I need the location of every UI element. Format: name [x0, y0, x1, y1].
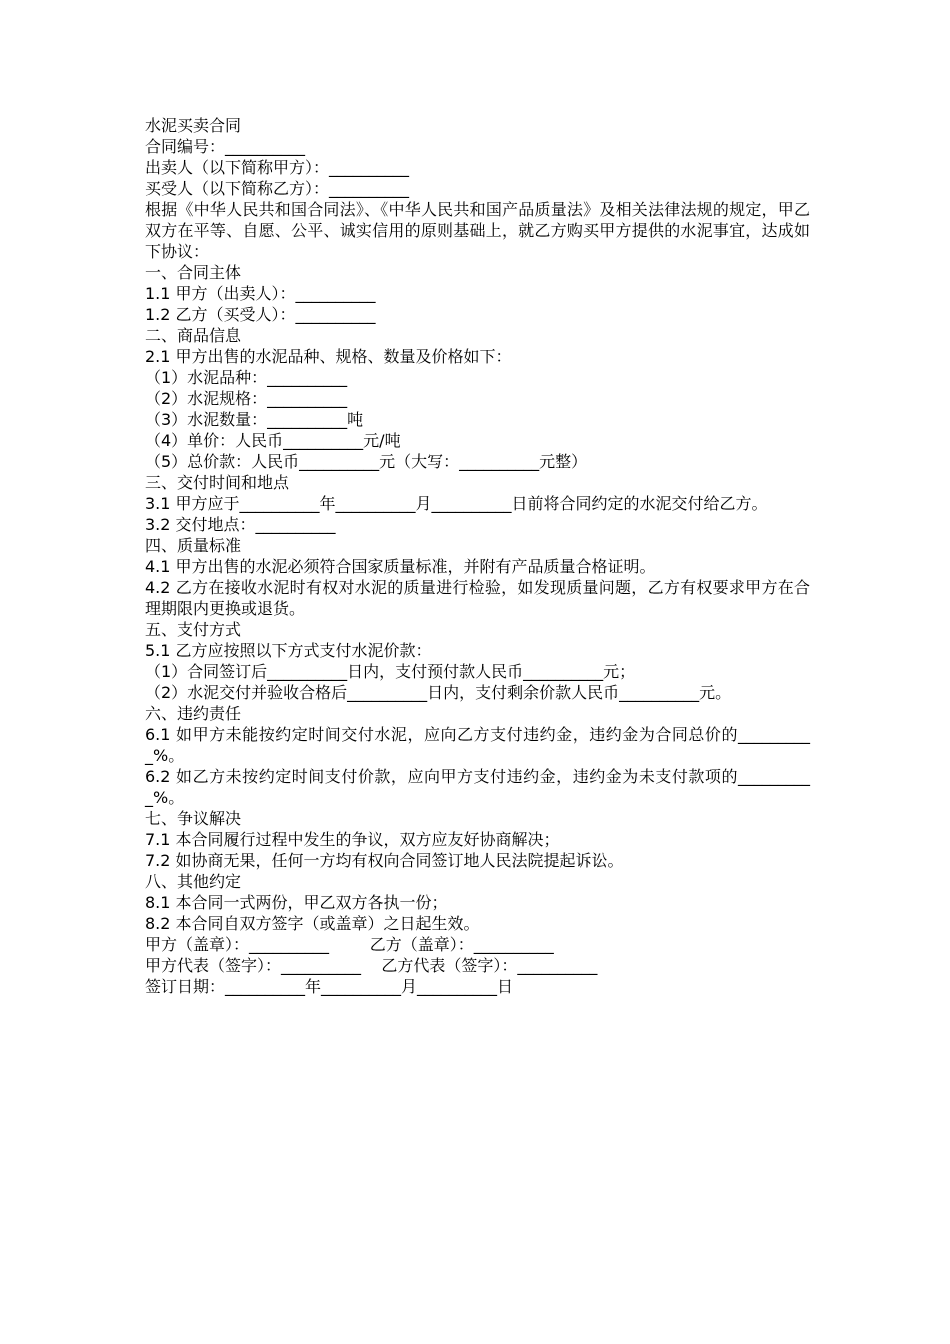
section-line: （2）水泥交付并验收合格后__________日内，支付剩余价款人民币__________元。 [145, 683, 732, 702]
contract-document [145, 115, 810, 997]
preamble-paragraph: 根据《中华人民共和国合同法》、《中华人民共和国产品质量法》及相关法律法规的规定，甲乙双方在平等、自愿、公平、诚实信用的原则基础上，就乙方购买甲方提供的水泥事宜，达成如下协议： [145, 200, 810, 261]
section-line: 1.1 甲方（出卖人）：__________ [145, 284, 376, 303]
document-title: 水泥买卖合同 [145, 116, 242, 135]
section-line: 7.2 如协商无果，任何一方均有权向合同签订地人民法院提起诉讼。 [145, 851, 624, 870]
section-line: 7.1 本合同履行过程中发生的争议，双方应友好协商解决； [145, 830, 560, 849]
section-line: 5.1 乙方应按照以下方式支付水泥价款： [145, 641, 432, 660]
section-line: （2）水泥规格：__________ [145, 389, 348, 408]
section-heading: 七、争议解决 [145, 809, 242, 828]
section-line: 3.2 交付地点：__________ [145, 515, 336, 534]
section-heading: 一、合同主体 [145, 263, 242, 282]
section-line: （3）水泥数量：__________吨 [145, 410, 364, 429]
contract-number-line: 合同编号：__________ [145, 137, 306, 156]
section-line: 1.2 乙方（买受人）：__________ [145, 305, 376, 324]
section-line: 3.1 甲方应于__________年__________月__________日前将合同约定的水泥交付给乙方。 [145, 494, 768, 513]
section-heading: 三、交付时间和地点 [145, 473, 290, 492]
section-line: 4.2 乙方在接收水泥时有权对水泥的质量进行检验，如发现质量问题，乙方有权要求甲方在合理期限内更换或退货。 [145, 578, 810, 618]
section-heading: 四、质量标准 [145, 536, 242, 555]
section-heading: 六、违约责任 [145, 704, 242, 723]
section-heading: 八、其他约定 [145, 872, 242, 891]
section-line: （1）水泥品种：__________ [145, 368, 348, 387]
signature-representative-line: 甲方代表（签字）：__________ 乙方代表（签字）：__________ [145, 956, 598, 975]
section-line: 2.1 甲方出售的水泥品种、规格、数量及价格如下： [145, 347, 512, 366]
section-heading: 二、商品信息 [145, 326, 242, 345]
section-line: 4.1 甲方出售的水泥必须符合国家质量标准，并附有产品质量合格证明。 [145, 557, 656, 576]
section-line: 8.2 本合同自双方签字（或盖章）之日起生效。 [145, 914, 480, 933]
signature-seal-line: 甲方（盖章）：__________ 乙方（盖章）：__________ [145, 935, 554, 954]
section-line: 6.2 如乙方未按约定时间支付价款，应向甲方支付违约金，违约金为未支付款项的__________%。 [145, 767, 810, 807]
section-line: （1）合同签订后__________日内，支付预付款人民币__________元； [145, 662, 636, 681]
section-line: 6.1 如甲方未能按约定时间交付水泥，应向乙方支付违约金，违约金为合同总价的__________%。 [145, 725, 810, 765]
signing-date-line: 签订日期：__________年__________月__________日 [145, 977, 514, 996]
seller-line: 出卖人（以下简称甲方）：__________ [145, 158, 410, 177]
buyer-line: 买受人（以下简称乙方）：__________ [145, 179, 410, 198]
section-line: 8.1 本合同一式两份，甲乙双方各执一份； [145, 893, 448, 912]
section-line: （5）总价款：人民币__________元（大写：__________元整） [145, 452, 588, 471]
section-heading: 五、支付方式 [145, 620, 242, 639]
section-line: （4）单价：人民币__________元/吨 [145, 431, 401, 450]
